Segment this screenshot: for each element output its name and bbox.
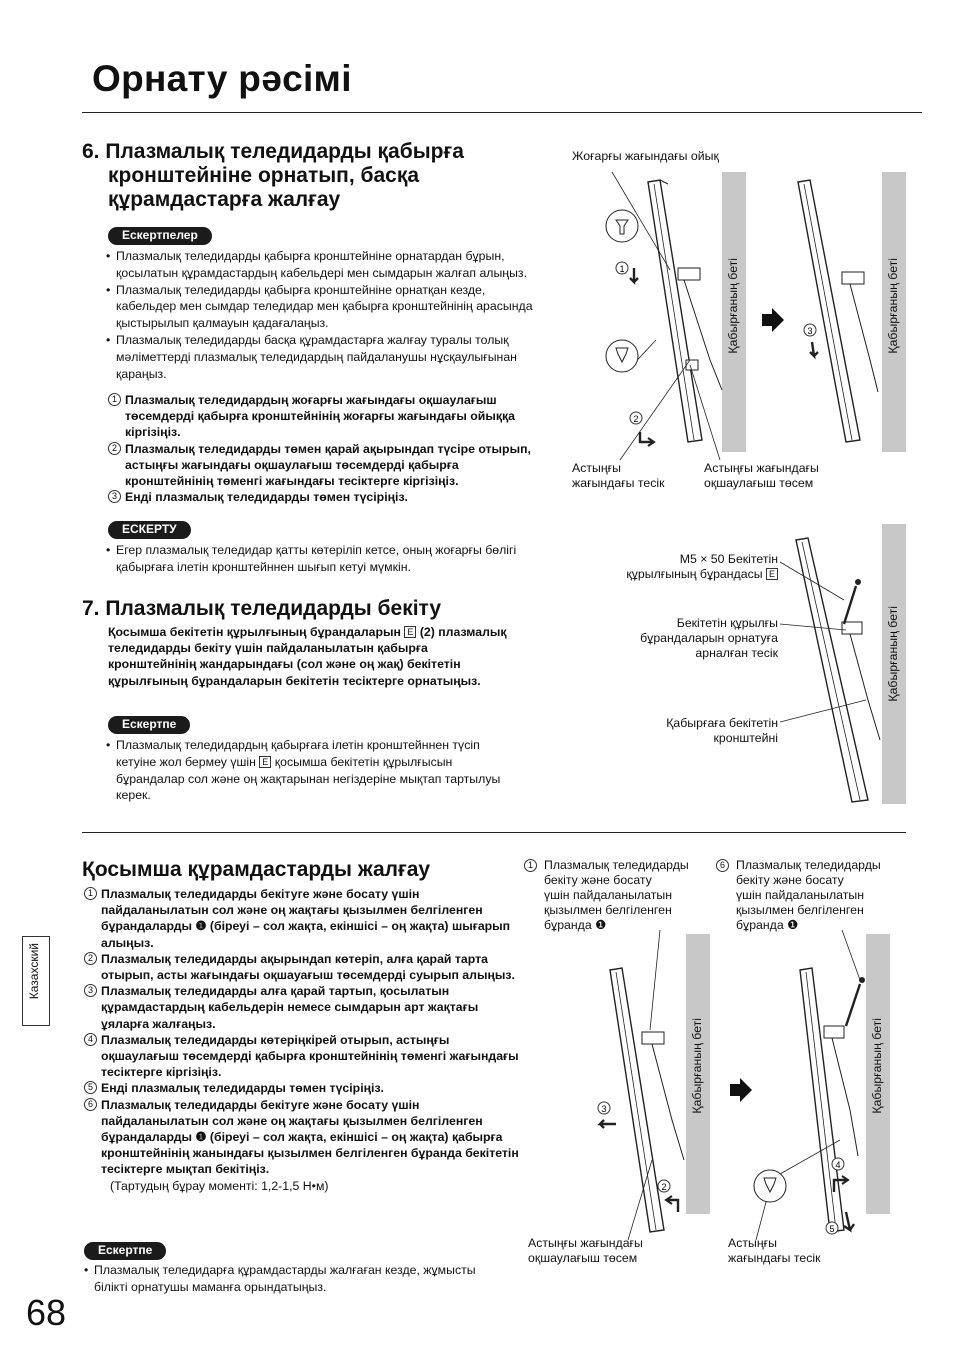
label-line: жағындағы тесік (572, 476, 665, 490)
label-line: бұрандаларын орнатуға (640, 631, 778, 645)
step-text: Плазмалық теледидарды ақырындап көтеріп, алға қарай тарта отырып, асты жағындағы оқшауағыш төсемдерді суырып алыңыз. (101, 951, 515, 983)
step-item (84, 1080, 520, 1096)
caution-label: ЕСКЕРТУ (108, 521, 191, 539)
label-line: Плазмалық теледидарды (736, 858, 881, 872)
label-line: Бекітетін құрылғы (676, 616, 778, 630)
label-line: оқшаулағыш төсем (528, 1251, 638, 1265)
notes-label: Ескертпелер (108, 227, 212, 245)
label-line: құрылғының бұрандасы (626, 567, 763, 581)
step-text: Плазмалық теледидарды бекітуге және босату үшін пайдаланылатын сол және оң жақтағы қызылмен белгіленген бұрандаларды ❶ (біреуі – сол жақта, екіншісі – оң жақта) қабырға кронштейнінің жанындағы қызылмен белгіленген бұранда бекітетін тесіктерге мықтап бекітіңіз. (101, 1097, 519, 1177)
step-number: 2 (84, 952, 97, 965)
step-text: Енді плазмалық теледидарды төмен түсіріңіз. (125, 490, 408, 505)
extra-steps (84, 886, 520, 1194)
step-item (108, 441, 548, 490)
extra-note-list (84, 1262, 504, 1296)
wall-label: Қабырғаның беті (886, 258, 900, 354)
label-line: үшін пайдаланылатын (544, 888, 672, 902)
section6-steps (108, 392, 548, 505)
step-marker: 3 (601, 1104, 607, 1114)
caption-step1 (524, 858, 710, 933)
down-arrow-icon (844, 1212, 854, 1230)
note-badge (108, 715, 190, 734)
tv-panel-5 (800, 968, 844, 1232)
label-line: Астыңғы (572, 461, 621, 475)
note-label: Ескертпе (84, 1242, 166, 1260)
list-item: • Плазмалық теледидарды басқа құрамдастарға жалғау туралы толық мәліметтерді плазмалық теледидардың пайдаланушы нұсқаулығынан қараңыз. (106, 332, 544, 382)
section6-notes-list (106, 248, 544, 382)
label-line: бұранда ❶ (544, 918, 607, 932)
label-bottom-hole (572, 461, 665, 491)
step-text: Плазмалық теледидарды көтеріңкірей отырып, астыңғы оқшаулағыш төсемдерді қабырға кронштейнінің төменгі жағындағы тесіктерге кіргізіңіз. (101, 1032, 519, 1080)
step-number: 4 (84, 1033, 97, 1046)
step-item (84, 951, 520, 983)
step-number: 5 (84, 1081, 97, 1094)
list-item: • Плазмалық теледидарды қабырға кронштейніне орнатқан кезде, кабельдер мен сымдар теледидар мен қабырға кронштейнінің арасында қыстырылып қалмауын қадағалаңыз. (106, 282, 544, 332)
section7-body (108, 624, 518, 689)
label-line: Плазмалық теледидарды (544, 858, 689, 872)
wall-label: Қабырғаның беті (886, 606, 900, 702)
step-item (84, 1032, 520, 1081)
step-number: 1 (108, 393, 121, 406)
tv-panel-2 (798, 180, 860, 442)
label-line: қызылмен белгіленген (736, 903, 864, 917)
mark-e: E (259, 756, 271, 768)
note-text: Плазмалық теледидардың қабырғаға ілетін кронштейннен түсіп кетуіне жол бермеу үшін (116, 738, 480, 769)
body-text: (2) плазмалық теледидарды бекіту үшін пайдаланылатын қабырға кронштейнінің жандарындағы (сол және оң жақ) бекітетін құрылғының бұрандаларын бекітетін тесіктерге орнатыңыз. (108, 625, 507, 688)
label-bottom-hole-2 (728, 1236, 821, 1266)
magnifier-top (606, 210, 638, 242)
section6-heading-line1: 6. Плазмалық теледидарды қабырға (82, 140, 464, 163)
tv-panel-4 (610, 968, 667, 1232)
mark-e: E (404, 626, 416, 638)
note-text: қосымша бекітетін құрылғысын бұрандалар сол және оң жақтарынан негіздеріне мықтап тартылуы керек. (116, 754, 501, 803)
wall-label: Қабырғаның беті (726, 258, 740, 354)
down-arrow-icon (630, 268, 638, 282)
list-item: • Егер плазмалық теледидар қатты көтеріліп кетсе, оның жоғарғы бөлігі қабырғаға ілетін кронштейннен шығып кетуі мүмкін. (106, 542, 546, 576)
step-number: 1 (84, 887, 97, 900)
section6-heading (82, 140, 532, 212)
section6-diagram (560, 160, 940, 460)
extra-diagram (580, 930, 900, 1240)
label-bottom-spacer-2 (528, 1236, 643, 1266)
label-bottom-spacer (704, 461, 819, 491)
torque-note: (Тартудың бұрау моменті: 1,2-1,5 Н•м) (110, 1178, 329, 1193)
screw-icon (844, 586, 856, 624)
note-label: Ескертпе (108, 716, 190, 734)
step-number: 3 (108, 490, 121, 503)
step-item (84, 886, 520, 951)
label-line: арналған тесік (695, 646, 778, 660)
label-line: бұранда ❶ (736, 918, 799, 932)
label-line: үшін пайдаланылатын (736, 888, 864, 902)
bracket-top-1 (678, 268, 700, 280)
step-item (108, 489, 548, 505)
label-line: бекіту және босату (736, 873, 844, 887)
side-tab-label: Казахский (27, 943, 41, 1000)
label-top-notch: Жоғарғы жағындағы ойық (572, 149, 719, 163)
caption-step6 (716, 858, 906, 933)
magnifier-hole (754, 1170, 786, 1202)
list-item: • Плазмалық теледидарды қабырға кронштейніне орнатардан бұрын, қосылатын құрамдастардың кабельдері мен сымдарын жалғап алыңыз. (106, 248, 544, 282)
caution-badge (108, 520, 191, 539)
section7-note-list (106, 737, 516, 804)
title-divider (82, 112, 922, 113)
step-number: 1 (524, 859, 537, 872)
list-item: • Плазмалық теледидарға құрамдастарды жалғаған кезде, жұмысты білікті орнатушы маманға орындатыңыз. (84, 1262, 504, 1296)
step-text: Енді плазмалық теледидарды төмен түсіріңіз. (101, 1081, 384, 1096)
extra-note-badge (84, 1241, 166, 1260)
page-number: 68 (26, 1292, 67, 1333)
step-number: 2 (108, 442, 121, 455)
caution-list (106, 542, 546, 576)
label-wall-bracket (600, 716, 778, 746)
magnifier-bottom (606, 340, 638, 372)
step-text: Плазмалық теледидарды алға қарай тартып, қосылатын құрамдастардың кабельдерін немесе сымдарын арт жақтағы ұяларға жалғаңыз. (101, 984, 479, 1031)
step-number: 3 (84, 984, 97, 997)
label-line: оқшаулағыш төсем (704, 476, 814, 490)
step-item (108, 392, 548, 441)
step-marker: 1 (619, 264, 625, 274)
step-marker: 5 (829, 1224, 835, 1234)
page-title: Орнату рәсімі (92, 58, 352, 99)
label-line: кронштейні (713, 731, 778, 745)
right-arrow-icon (730, 1078, 752, 1102)
screw-icon (846, 984, 860, 1026)
label-line: Астыңғы жағындағы (528, 1236, 643, 1250)
extra-heading: Қосымша құрамдастарды жалғау (82, 858, 431, 881)
label-line: Қабырғаға бекітетін (666, 716, 778, 730)
step-item (84, 1097, 520, 1178)
left-arrow-icon (600, 1120, 616, 1128)
section7-diagram (780, 530, 890, 810)
down-arrow-icon (810, 342, 818, 356)
step-marker: 3 (807, 326, 813, 336)
step-number: 6 (84, 1098, 97, 1111)
label-mount-hole (600, 616, 778, 661)
label-line: қызылмен белгіленген (544, 903, 672, 917)
step-marker: 2 (661, 1182, 667, 1192)
step-text: Плазмалық теледидарды төмен қарай ақырындап түсіре отырып, астыңғы жағындағы оқшаулағыш төсемдерді қабырға кронштейнінің төменгі жағындағы тесіктерге кіргізіңіз. (125, 441, 531, 489)
right-arrow-icon (762, 308, 784, 332)
label-line: Астыңғы (728, 1236, 777, 1250)
step-text: Плазмалық теледидардың жоғарғы жағындағы оқшаулағыш төсемдерді қабырға кронштейнінің жоғарғы жағындағы ойыққа кіргізіңіз. (125, 393, 516, 440)
wall-label: Қабырғаның беті (870, 1018, 884, 1114)
label-line: M5 × 50 Бекітетін (679, 552, 778, 566)
list-item (106, 737, 516, 804)
mark-e: E (766, 568, 778, 580)
label-line: бекіту және босату (544, 873, 652, 887)
step-marker: 4 (835, 1160, 841, 1170)
section6-heading-line3: құрамдастарға жалғау (108, 188, 341, 211)
section-divider (82, 832, 906, 833)
notes-badge (108, 226, 212, 245)
language-side-tab (22, 936, 50, 1026)
label-line: жағындағы тесік (728, 1251, 821, 1265)
body-text: Қосымша бекітетін құрылғының бұрандаларын (108, 625, 401, 639)
step-marker: 2 (633, 414, 639, 424)
section7-heading: 7. Плазмалық теледидарды бекіту (82, 597, 442, 620)
step-number: 6 (716, 859, 729, 872)
step-item (84, 983, 520, 1032)
wall-label: Қабырғаның беті (690, 1018, 704, 1114)
label-line: Астыңғы жағындағы (704, 461, 819, 475)
step-text: Плазмалық теледидарды бекітуге және босату үшін пайдаланылатын сол және оң жақтағы қызылмен белгіленген бұрандаларды ❶ (біреуі – сол жақта, екіншісі – оң жақта) шығарып алыңыз. (101, 887, 511, 950)
label-screw (600, 552, 778, 582)
section6-heading-line2: кронштейніне орнатып, басқа (108, 164, 420, 187)
